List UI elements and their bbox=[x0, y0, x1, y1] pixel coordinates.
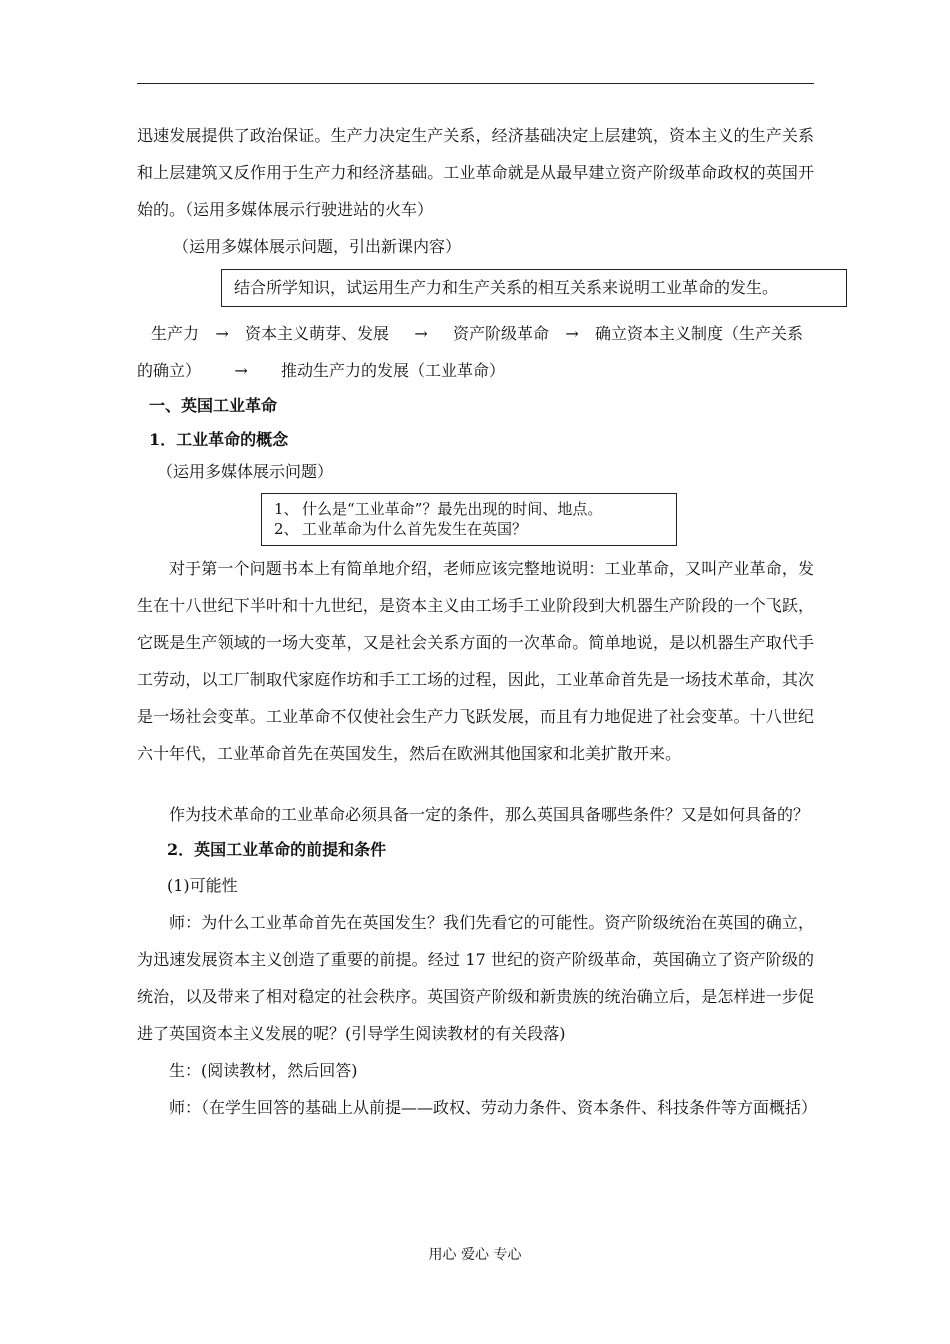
paragraph-teacher: 师：为什么工业革命首先在英国发生？我们先看它的可能性。资产阶级统治在英国的确立，为迅速发展资本主义创造了重要的前提。经过 17 世纪的资产阶级革命，英国确立了资产阶级的统治，以及带来了相对稳定的社会秩序。英国资产阶级和新贵族的统治确立后，是怎样进一步促进了英国资本主义发展的呢？(引导学生阅读教材的有关段落) bbox=[137, 913, 814, 1043]
paragraph-media-note: （运用多媒体展示问题，引出新课内容） bbox=[173, 237, 462, 256]
paragraph-student: 生：(阅读教材，然后回答) bbox=[169, 1061, 358, 1080]
flow-item: 确立资本主义制度（生产关系的确立） bbox=[137, 324, 804, 380]
question-item: 2、 工业革命为什么首先发生在英国？ bbox=[274, 520, 528, 538]
question-list-box bbox=[261, 493, 677, 546]
paragraph-label: (1)可能性 bbox=[167, 876, 238, 895]
paragraph-teacher-summary: 师：（在学生回答的基础上从前提——政权、劳动力条件、资本条件、科技条件等方面概括） bbox=[169, 1098, 818, 1117]
question-box: 结合所学知识，试运用生产力和生产关系的相互关系来说明工业革命的发生。 bbox=[221, 269, 847, 307]
header-rule bbox=[137, 83, 814, 84]
paragraph-conditions-question: 作为技术革命的工业革命必须具备一定的条件，那么英国具备哪些条件？又是如何具备的？ bbox=[169, 805, 810, 824]
section-heading: 一、英国工业革命 bbox=[149, 396, 278, 415]
paragraph-definition: 对于第一个问题书本上有简单地介绍，老师应该完整地说明：工业革命，又叫产业革命，发生在十八世纪下半叶和十九世纪，是资本主义由工场手工业阶段到大机器生产阶段的一个飞跃，它既是生产领域的一场大变革，又是社会关系方面的一次革命。简单地说，是以机器生产取代手工劳动，以工厂制取代家庭作坊和手工工场的过程，因此，工业革命首先是一场技术革命，其次是一场社会变革。工业革命不仅使社会生产力飞跃发展，而且有力地促进了社会变革。十八世纪六十年代，工业革命首先在英国发生，然后在欧洲其他国家和北美扩散开来。 bbox=[137, 559, 814, 763]
flow-item: 资本主义萌芽、发展 bbox=[245, 324, 390, 343]
flow-item: 生产力 bbox=[151, 324, 200, 343]
arrow-icon: → bbox=[565, 324, 579, 343]
flow-item: 推动生产力的发展（工业革命） bbox=[281, 361, 506, 380]
page-footer: 用心 爱心 专心 bbox=[428, 1247, 522, 1263]
paragraph-media-note: （运用多媒体展示问题） bbox=[157, 462, 334, 481]
arrow-icon: → bbox=[215, 324, 229, 343]
arrow-icon: → bbox=[234, 361, 248, 380]
subsection-heading: 2．英国工业革命的前提和条件 bbox=[167, 840, 387, 859]
flow-chain bbox=[137, 315, 814, 389]
question-item: 1、 什么是“工业革命”？最先出现的时间、地点。 bbox=[274, 500, 603, 518]
arrow-icon: → bbox=[414, 324, 428, 343]
subsection-heading: 1．工业革命的概念 bbox=[149, 430, 289, 449]
content bbox=[137, 117, 818, 1126]
paragraph-intro: 迅速发展提供了政治保证。生产力决定生产关系，经济基础决定上层建筑，资本主义的生产关系和上层建筑又反作用于生产力和经济基础。工业革命就是从最早建立资产阶级革命政权的英国开始的。（运用多媒体展示行驶进站的火车） bbox=[137, 126, 814, 219]
flow-item: 资产阶级革命 bbox=[453, 324, 550, 343]
